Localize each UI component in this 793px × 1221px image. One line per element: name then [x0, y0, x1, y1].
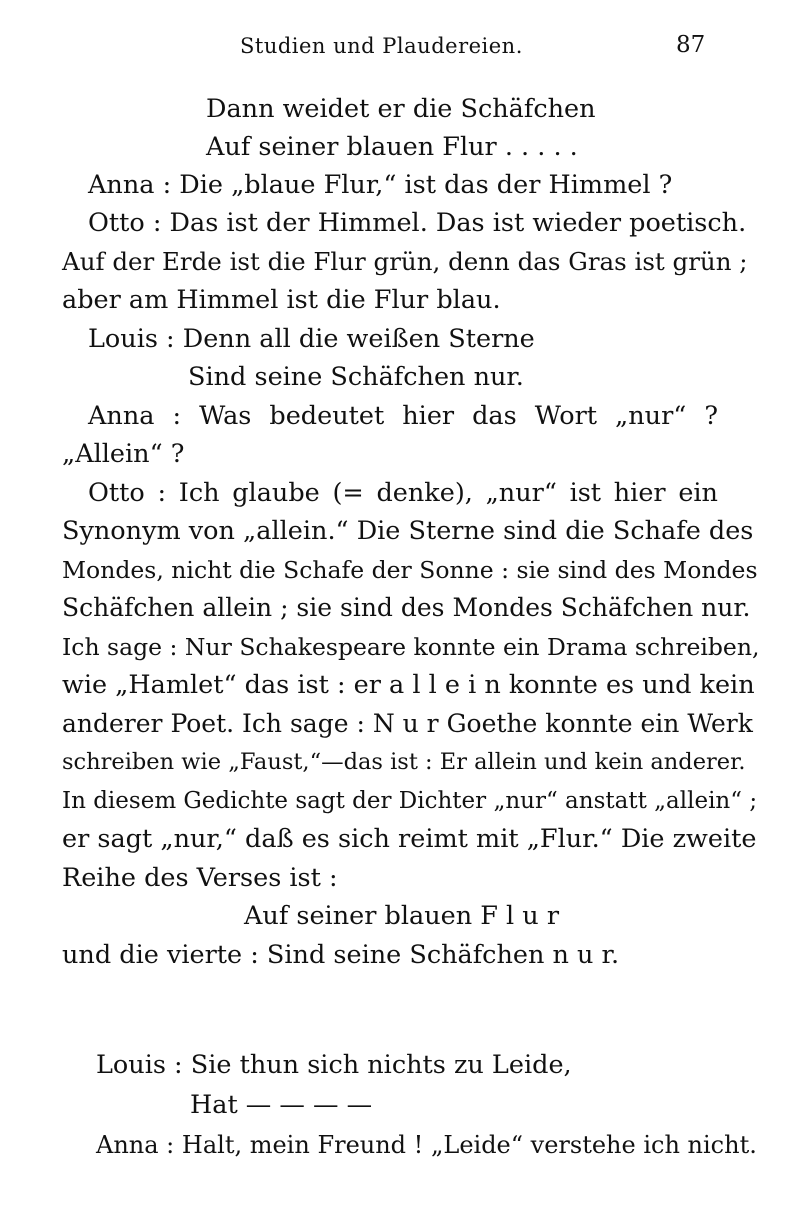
text-line: Schäfchen allein ; sie sind des Mondes Schäfchen nur.	[62, 593, 751, 622]
text-line: schreiben wie „Faust,“—das ist : Er allein und kein anderer.	[62, 749, 746, 775]
text-line: Mondes, nicht die Schafe der Sonne : sie sind des Mondes	[62, 556, 758, 584]
verse-line: Dann weidet er die Schäfchen	[206, 94, 596, 124]
text-line: In diesem Gedichte sagt der Dichter „nur“ anstatt „allein“ ;	[62, 788, 758, 814]
text-line: Reihe des Verses ist :	[62, 863, 338, 893]
dialogue-line: Anna : Halt, mein Freund ! „Leide“ verstehe ich nicht.	[96, 1131, 757, 1159]
dialogue-line: Louis : Sie thun sich nichts zu Leide,	[96, 1050, 572, 1080]
text-line: Synonym von „allein.“ Die Sterne sind die Schafe des	[62, 516, 754, 546]
verse-line: Auf seiner blauen F l u r	[244, 901, 560, 931]
dialogue-line: Otto : Ich glaube (= denke), „nur“ ist hier ein	[88, 478, 718, 508]
text-line: aber am Himmel ist die Flur blau.	[62, 285, 501, 315]
verse-line: Auf seiner blauen Flur . . . . .	[206, 132, 578, 162]
running-header-title: Studien und Plaudereien.	[240, 34, 523, 58]
text-line: Ich sage : Nur Schakespeare konnte ein Drama schreiben,	[62, 633, 760, 661]
text-line: wie „Hamlet“ das ist : er a l l e i n konnte es und kein	[62, 670, 755, 700]
text-line: und die vierte : Sind seine Schäfchen n u r.	[62, 940, 620, 970]
dialogue-line: Anna : Die „blaue Flur,“ ist das der Himmel ?	[88, 170, 673, 200]
text-line: „Allein“ ?	[62, 439, 185, 469]
page-number: 87	[676, 32, 706, 58]
verse-line: Hat — — — —	[190, 1090, 373, 1120]
dialogue-line: Louis : Denn all die weißen Sterne	[88, 324, 535, 354]
text-line: Auf der Erde ist die Flur grün, denn das Gras ist grün ;	[62, 247, 748, 276]
verse-line: Sind seine Schäfchen nur.	[188, 362, 524, 392]
dialogue-line: Anna : Was bedeutet hier das Wort „nur“ ?	[88, 401, 718, 431]
text-line: er sagt „nur,“ daß es sich reimt mit „Flur.“ Die zweite	[62, 824, 757, 854]
text-line: anderer Poet. Ich sage : N u r Goethe konnte ein Werk	[62, 709, 753, 738]
dialogue-line: Otto : Das ist der Himmel. Das ist wieder poetisch.	[88, 208, 747, 238]
